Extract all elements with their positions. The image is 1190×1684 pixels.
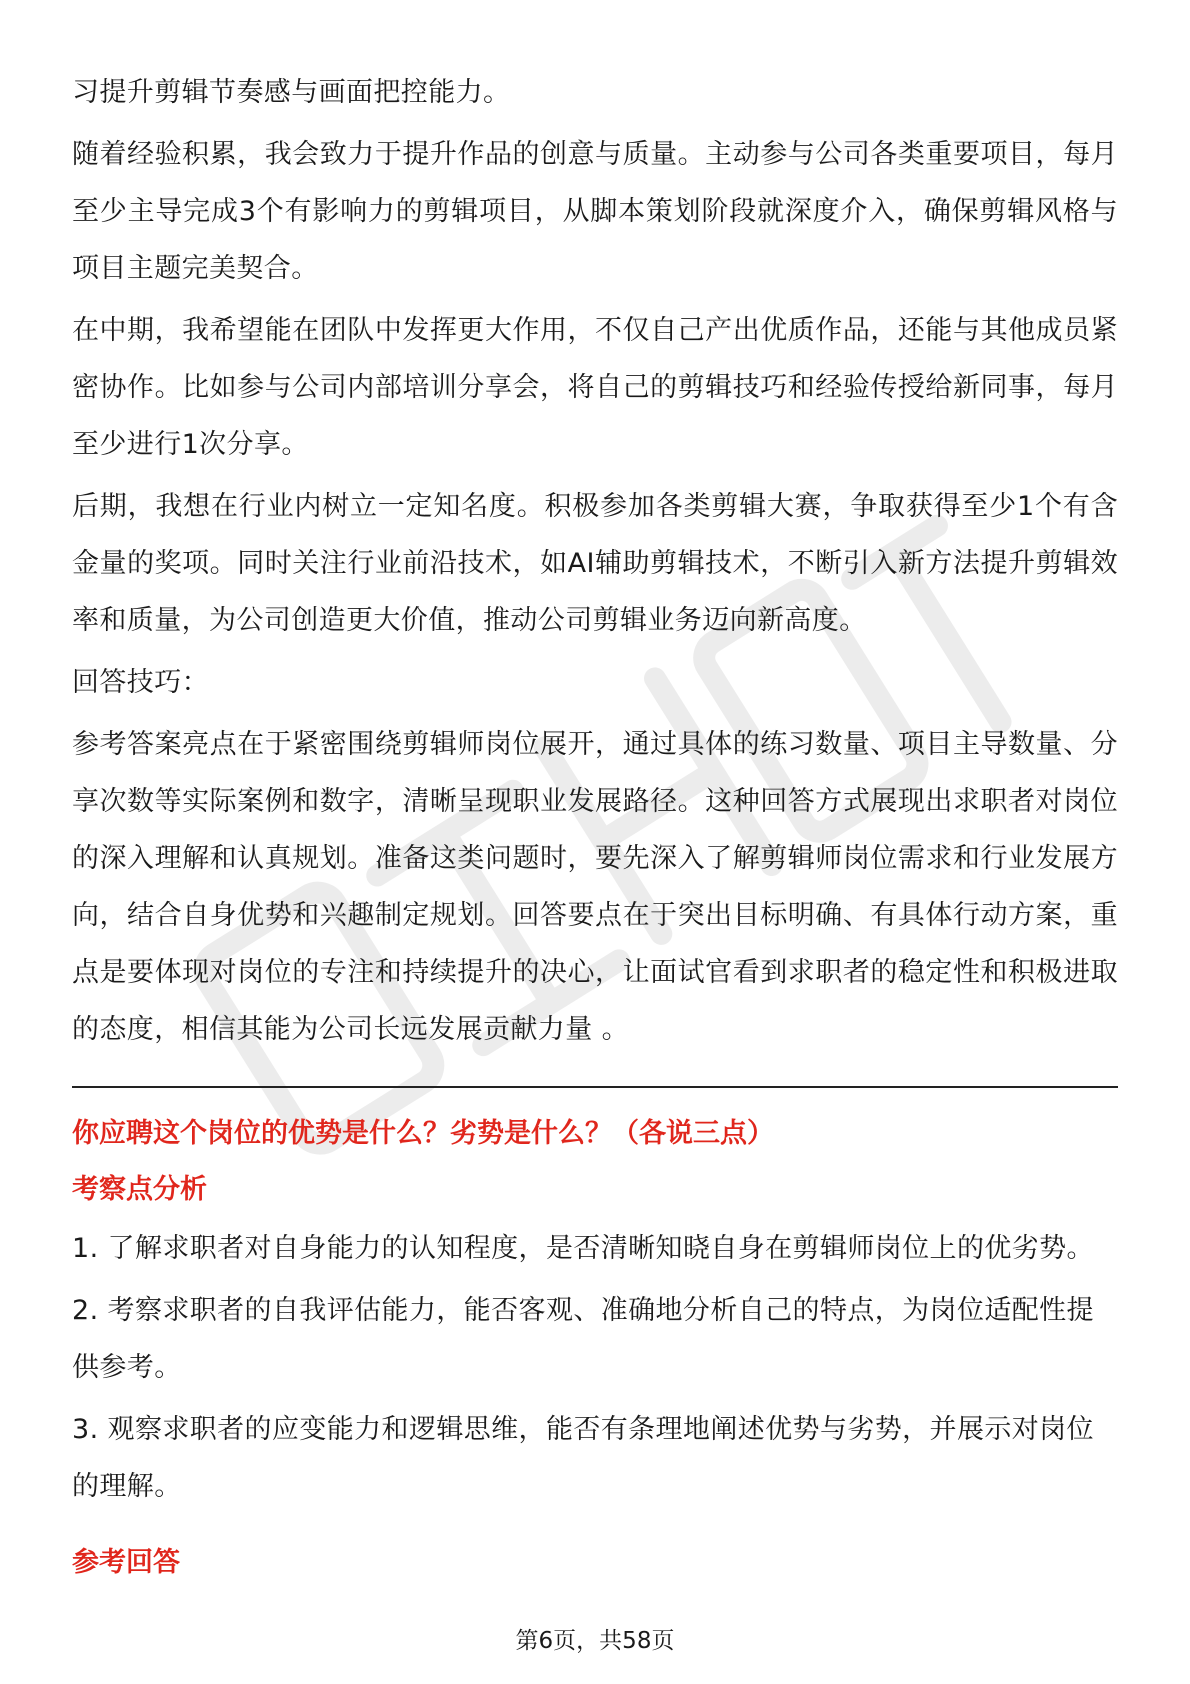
page-number-footer: 第6页，共58页 [515,1628,675,1654]
analysis-item: 1. 了解求职者对自身能力的认知程度，是否清晰知晓自身在剪辑师岗位上的优劣势。 [72,1233,1094,1264]
body-paragraph: 在中期，我希望能在团队中发挥更大作用，不仅自己产出优质作品，还能与其他成员紧密协作。比如参与公司内部培训分享会，将自己的剪辑技巧和经验传授给新同事，每月至少进行1次分享。 [72,315,1118,460]
analysis-heading: 考察点分析 [72,1174,207,1205]
reference-answer-heading: 参考回答 [72,1547,180,1578]
answer-tips-paragraph: 参考答案亮点在于紧密围绕剪辑师岗位展开，通过具体的练习数量、项目主导数量、分享次数等实际案例和数字，清晰呈现职业发展路径。这种回答方式展现出求职者对岗位的深入理解和认真规划。准备这类问题时，要先深入了解剪辑师岗位需求和行业发展方向，结合自身优势和兴趣制定规划。回答要点在于突出目标明确、有具体行动方案，重点是要体现对岗位的专注和持续提升的决心，让面试官看到求职者的稳定性和积极进取的态度，相信其能为公司长远发展贡献力量 。 [72,729,1118,1045]
page-content [72,64,1118,1589]
body-paragraph: 随着经验积累，我会致力于提升作品的创意与质量。主动参与公司各类重要项目，每月至少主导完成3个有影响力的剪辑项目，从脚本策划阶段就深度介入，确保剪辑风格与项目主题完美契合。 [72,139,1118,284]
body-paragraph: 后期，我想在行业内树立一定知名度。积极参加各类剪辑大赛，争取获得至少1个有含金量的奖项。同时关注行业前沿技术，如AI辅助剪辑技术，不断引入新方法提升剪辑效率和质量，为公司创造更大价值，推动公司剪辑业务迈向新高度。 [72,491,1118,636]
section-divider [72,1086,1118,1088]
body-paragraph: 习提升剪辑节奏感与画面把控能力。 [72,77,511,108]
analysis-item: 2. 考察求职者的自我评估能力，能否客观、准确地分析自己的特点，为岗位适配性提供参考。 [72,1295,1094,1383]
answer-tips-label: 回答技巧： [72,667,209,698]
analysis-item: 3. 观察求职者的应变能力和逻辑思维，能否有条理地阐述优势与劣势，并展示对岗位的理解。 [72,1414,1094,1502]
question-heading: 你应聘这个岗位的优势是什么？劣势是什么？（各说三点） [72,1118,774,1149]
